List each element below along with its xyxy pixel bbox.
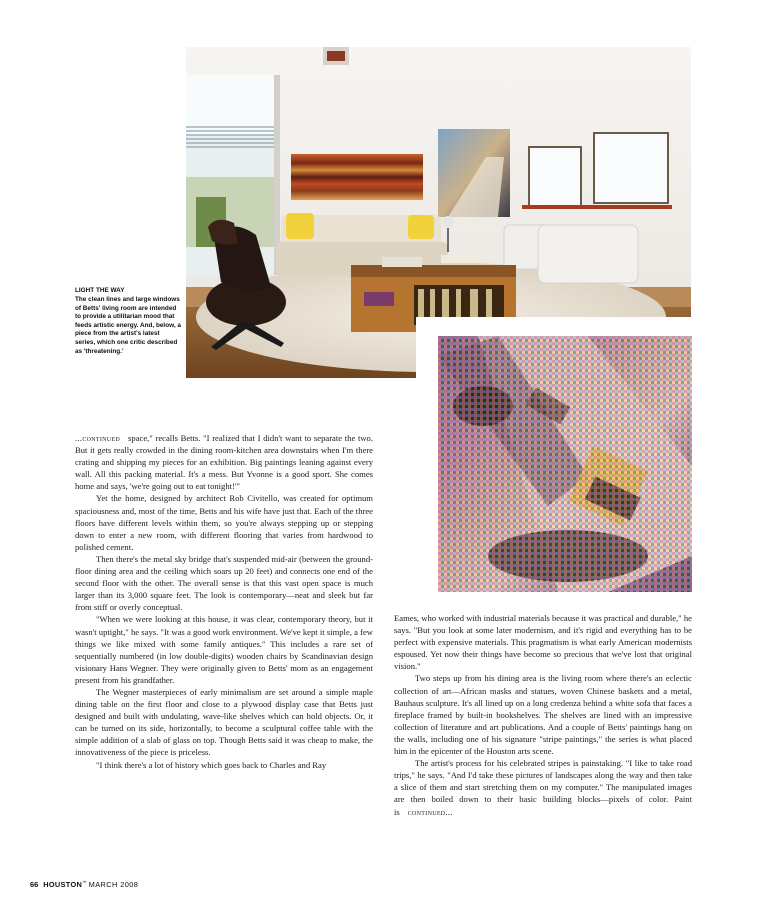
stripe-painting-pixel-art — [438, 336, 692, 592]
article-column-right — [394, 612, 692, 818]
page-number: 66 — [30, 880, 39, 889]
page-footer — [30, 880, 138, 889]
article-paragraph: Two steps up from his dining area is the living room where there's an eclectic collection of art—African masks and statues, woven Chinese baskets and a metal, Bauhaus sculpture. It's all lined up on a long credenza behind a white sofa that faces a fireplace framed by built-in bookshelves. The shelves are lined with an impressive collection of literature and art publications. And a couple of Betts' paintings hang on the walls, including one of his signature "stripe paintings," the series is what placed him in the epicenter of the Houston arts scene. — [394, 673, 692, 757]
article-paragraph: Then there's the metal sky bridge that's suspended mid-air (between the ground-floor dining area and the ceiling which soars up 20 feet) and connects one end of the second floor with the other. The overall sense is that this vast open space is much larger than its 3,000 square feet. The look is contemporary—neat and sleek but far from stiff or overly conceptual. — [75, 553, 373, 613]
continued-from-label: ...continued — [75, 433, 121, 443]
article-paragraph: "When we were looking at this house, it was clear, contemporary theory, but it wasn't uptight," he says. "It was a good work environment. We've kept it simple, a few things we like mixed with some family antiques." This includes a rare set of sequentially numbered (in low double-digits) wooden chairs by Scandinavian design visionary Hans Wegner. They were originally given to Betts' mom as an engagement present from his grandfather. — [75, 614, 373, 685]
caption-body: The clean lines and large windows of Betts' living room are intended to provide a utilitarian mood that feeds artistic energy. And, below, a piece from the artist's latest series, which one critic described as 'threatening.' — [75, 296, 181, 355]
article-paragraph: The artist's process for his celebrated stripes is painstaking. "I like to take road trips," he says. "And I'd take these pictures of landscapes along the way and then take a slice of them and start stretching them on my computer." The manipulated images are then boiled down to their basic building blocks—pixels of color. Paint is continued... — [394, 758, 692, 817]
article-paragraph: Yet the home, designed by architect Rob Civitello, was created for optimum spaciousness and, most of the time, Betts and his wife have just that. Each of the three floors have different levels within them, so you're always stepping up or stepping down to enter a new room, with different flooring that varies from hardwood to polished cement. — [75, 493, 373, 552]
article-column-left — [75, 432, 373, 771]
article-paragraph: "I think there's a lot of history which goes back to Charles and Ray — [96, 759, 327, 770]
issue-date: MARCH 2008 — [88, 880, 139, 889]
article-paragraph: Eames, who worked with industrial materials because it was practical and durable," he says. "But you look at some later modernism, and it's rigid and everything has to be perfect with expensive materials. This pragmatism is what early American modernists espoused. Yet now their things have become so precious that we've lost that original vision." — [394, 613, 692, 672]
continued-to-label: continued... — [407, 806, 453, 817]
article-paragraph: ...continued space," recalls Betts. "I realized that I didn't want to separate the two. But it gets really crowded in the dining room-kitchen area downstairs when I'm there crating and shipping my pieces for an exhibition. Big paintings leaning against every wall. All this packing material. It's a mess. But Yvonne is a good sport. She comes home and says, 'we're going out to eat tonight!'" — [75, 433, 373, 492]
article-paragraph: The Wegner masterpieces of early minimalism are set around a simple maple dining table on the first floor and close to a plywood display case that Betts just designed and built with undulating, wave-like shelves which can hold objects. Or, it can be turned on its side, horizontally, to become a sculptural coffee table with the simple addition of a slab of glass on top. Though Betts said it was cheap to make, the innovativeness of the piece is priceless. — [75, 686, 373, 758]
trademark-symbol: ™ — [82, 880, 87, 885]
living-room-photo — [186, 47, 691, 378]
magazine-name: HOUSTON — [43, 880, 83, 889]
photo-caption — [75, 287, 181, 356]
caption-title: LIGHT THE WAY — [75, 287, 125, 294]
